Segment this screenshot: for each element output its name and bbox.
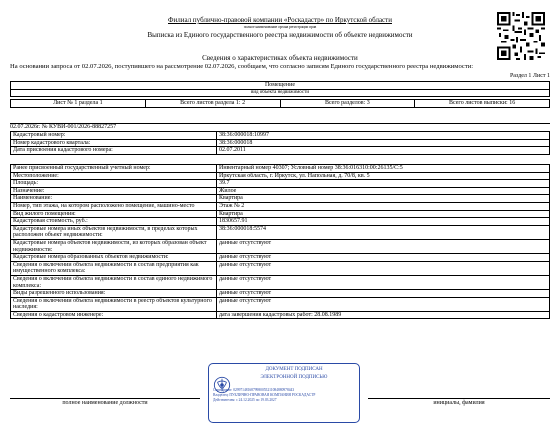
row-label: Местоположение: bbox=[11, 172, 217, 180]
row-label: Сведения о включении объекта недвижимости в состав предприятия как имущественного комплекса: bbox=[11, 261, 217, 275]
stamp-validity: Действителен: с 24.12.2025 по 19.03.2027 bbox=[213, 398, 277, 402]
id-table bbox=[10, 131, 550, 155]
table-row bbox=[11, 239, 550, 253]
sheets-in-section: Всего листов раздела 1: 2 bbox=[145, 100, 280, 108]
row-value: Этаж № 2 bbox=[217, 202, 550, 210]
row-value: данные отсутствуют bbox=[217, 239, 550, 253]
sheet-info: Раздел 1 Лист 1 bbox=[509, 73, 550, 79]
sections-total: Всего разделов: 3 bbox=[280, 100, 415, 108]
row-label: Сведения о включении объекта недвижимости в состав единого недвижимого комплекса: bbox=[11, 275, 217, 289]
row-label: Кадастровые номера образованных объектов недвижимости: bbox=[11, 254, 217, 262]
row-value: данные отсутствуют bbox=[217, 290, 550, 298]
object-type-caption: вид объекта недвижимости bbox=[11, 89, 550, 97]
section-title: Сведения о характеристиках объекта недвижимости bbox=[202, 54, 358, 62]
row-value: Квартира bbox=[217, 210, 550, 218]
row-value: дата завершения кадастровых работ: 28.08.1989 bbox=[217, 311, 550, 319]
registrar-name: Филиал публично-правовой компании «Роскадастр» по Иркутской области bbox=[168, 16, 392, 24]
stamp-certificate: Сертификат: 0299714816879980055211084880978443 bbox=[213, 388, 295, 392]
row-value: Иркутская область, г. Иркутск, ул. Напольная, д. 70/8, кв. 5 bbox=[217, 172, 550, 180]
row-value: данные отсутствуют bbox=[217, 261, 550, 275]
row-label: Сведения о включении объекта недвижимости в реестр объектов культурного наследия: bbox=[11, 297, 217, 311]
row-label: Номер, тип этажа, на котором расположено помещение, машино-место bbox=[11, 202, 217, 210]
name-signature-line bbox=[368, 398, 550, 399]
row-value: 38:36:000018:5574 bbox=[217, 225, 550, 239]
row-label: Номер кадастрового квартала: bbox=[11, 139, 217, 147]
row-value: данные отсутствуют bbox=[217, 254, 550, 262]
row-label: Вид жилого помещения: bbox=[11, 210, 217, 218]
table-row bbox=[11, 139, 550, 147]
stamp-title: ДОКУМЕНТ ПОДПИСАН bbox=[265, 367, 323, 372]
row-label: Площадь: bbox=[11, 180, 217, 188]
table-row bbox=[11, 261, 550, 275]
row-label: Сведения о кадастровом инженере: bbox=[11, 311, 217, 319]
summary-table bbox=[10, 81, 550, 108]
row-label: Ранее присвоенный государственный учетный номер: bbox=[11, 165, 217, 173]
row-value: 1830657.91 bbox=[217, 218, 550, 226]
row-label: Кадастровые номера объектов недвижимости, из которых образован объект недвижимости: bbox=[11, 239, 217, 253]
table-row bbox=[11, 225, 550, 239]
row-value: 39.7 bbox=[217, 180, 550, 188]
row-label: Кадастровый номер: bbox=[11, 132, 217, 140]
sheets-total: Всего листов выписки: 16 bbox=[415, 100, 550, 108]
row-value: Инвентарный номер 40307; Условный номер 38:36:016310:00:26135/С:5 bbox=[217, 165, 550, 173]
row-value: 38:36:000018:10997 bbox=[217, 132, 550, 140]
table-row bbox=[11, 218, 550, 226]
position-signature-line bbox=[10, 398, 200, 399]
table-row bbox=[11, 187, 550, 195]
row-label: Виды разрешенного использования: bbox=[11, 290, 217, 298]
qr-code-icon bbox=[497, 12, 545, 60]
stamp-subtitle: ЭЛЕКТРОННОЙ ПОДПИСЬЮ bbox=[260, 375, 328, 380]
table-row bbox=[11, 210, 550, 218]
table-row bbox=[11, 202, 550, 210]
position-caption: полное наименование должности bbox=[62, 400, 148, 406]
table-row bbox=[11, 275, 550, 289]
details-table bbox=[10, 164, 550, 319]
row-value: 38:36:000018 bbox=[217, 139, 550, 147]
name-caption: инициалы, фамилия bbox=[433, 400, 485, 406]
stamp-details bbox=[213, 388, 355, 403]
request-statement: На основании запроса от 02.07.2026, поступившего на рассмотрение 02.07.2026, сообщаем, что согласно записям Единого государственного реестра недвижимости: bbox=[10, 63, 474, 70]
row-label: Наименование: bbox=[11, 195, 217, 203]
table-row bbox=[11, 254, 550, 262]
row-value: данные отсутствуют bbox=[217, 275, 550, 289]
row-label: Дата присвоения кадастрового номера: bbox=[11, 147, 217, 155]
table-row bbox=[11, 132, 550, 140]
extract-title: Выписка из Единого государственного реестра недвижимости об объекте недвижимости bbox=[147, 31, 413, 39]
table-row bbox=[11, 147, 550, 155]
table-row bbox=[11, 172, 550, 180]
table-row bbox=[11, 165, 550, 173]
row-label: Назначение: bbox=[11, 187, 217, 195]
registrar-name-caption: полное наименование органа регистрации прав bbox=[243, 25, 317, 29]
table-row bbox=[11, 195, 550, 203]
stamp-owner: Владелец: ПУБЛИЧНО-ПРАВОВАЯ КОМПАНИЯ РОСКАДАСТР bbox=[213, 393, 316, 397]
electronic-signature-stamp bbox=[208, 363, 360, 423]
row-value: Квартира bbox=[217, 195, 550, 203]
table-row bbox=[11, 311, 550, 319]
row-value: данные отсутствуют bbox=[217, 297, 550, 311]
object-type: Помещение bbox=[11, 82, 550, 90]
table-row bbox=[11, 290, 550, 298]
row-label: Кадастровая стоимость, руб.: bbox=[11, 218, 217, 226]
table-row bbox=[11, 180, 550, 188]
table-row bbox=[11, 297, 550, 311]
sheet-number: Лист № 1 раздела 1 bbox=[11, 100, 146, 108]
row-value: Жилое bbox=[217, 187, 550, 195]
document-number: 02.07.2026г. № КУВИ-001/2026-88827257 bbox=[10, 124, 117, 130]
row-value: 02.07.2011 bbox=[217, 147, 550, 155]
row-label: Кадастровые номера иных объектов недвижимости, в пределах которых расположен объект недвижимости: bbox=[11, 225, 217, 239]
